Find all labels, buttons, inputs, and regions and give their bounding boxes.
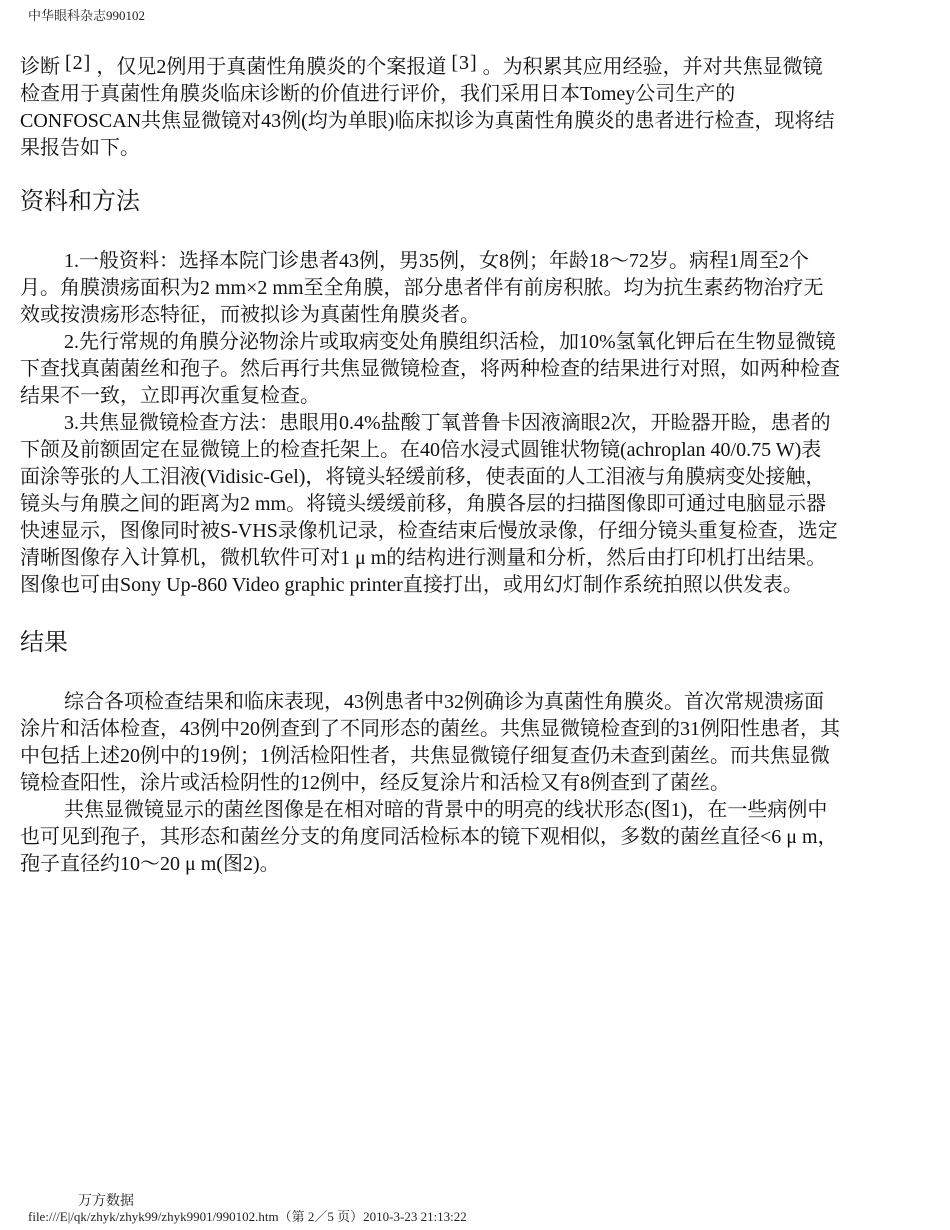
methods-paragraph-1: 1.一般资料：选择本院门诊患者43例，男35例，女8例；年龄18～72岁。病程1周至2个月。角膜溃疡面积为2 mm×2 mm至全角膜，部分患者伴有前房积脓。均为抗生素药物治疗无效或按溃疡形态特征，而被拟诊为真菌性角膜炎者。 — [20, 250, 824, 326]
results-paragraph-2: 共焦显微镜显示的菌丝图像是在相对暗的背景中的明亮的线状形态(图1)，在一些病例中也可见到孢子，其形态和菌丝分支的角度同活检标本的镜下观相似，多数的菌丝直径<6 μ m，孢子直径约10～20 μ m(图2)。 — [20, 799, 838, 875]
intro-text-3: 。为积累其应用经验，并对共焦显微镜检查用于真菌性角膜炎临床诊断的价值进行评价，我们采用日本Tomey公司生产的CONFOSCAN共焦显微镜对43例(均为单眼)临床拟诊为真菌性角膜炎的患者进行检查，现将结果报告如下。 — [20, 56, 835, 159]
citation-3[interactable]: [3] — [451, 52, 478, 74]
methods-paragraph-3: 3.共焦显微镜检查方法：患眼用0.4%盐酸丁氧普鲁卡因液滴眼2次，开睑器开睑，患者的下颌及前额固定在显微镜上的检查托架上。在40倍水浸式圆锥状物镜(achroplan 40/0.75 W)表面涂等张的人工泪液(Vidisic-Gel)，将镜头轻缓前移，使表面的人工泪液与角膜病变处接触，镜头与角膜之间的距离为2 mm。将镜头缓缓前移，角膜各层的扫描图像即可通过电脑显示器快速显示，图像同时被S-VHS录像机记录，检查结束后慢放录像，仔细分镜头重复检查，选定清晰图像存入计算机，微机软件可对1 μ m的结构进行测量和分析，然后由打印机打出结果。图像也可由Sony Up-860 Video graphic printer直接打出，或用幻灯制作系统拍照以供发表。 — [20, 412, 838, 596]
article-body — [20, 50, 840, 878]
methods-heading: 资料和方法 — [20, 189, 140, 215]
journal-header: 中华眼科杂志990102 — [28, 8, 146, 23]
intro-text-2: ，仅见2例用于真菌性角膜炎的个案报道 — [96, 56, 447, 78]
file-path-footer: file:///E|/qk/zhyk/zhyk99/zhyk9901/990102.htm（第 2／5 页）2010-3-23 21:13:22 — [28, 1209, 467, 1224]
wanfang-logo-text: 万方数据 — [78, 1194, 134, 1209]
methods-paragraph-2: 2.先行常规的角膜分泌物涂片或取病变处角膜组织活检，加10%氢氧化钾后在生物显微镜下查找真菌菌丝和孢子。然后再行共焦显微镜检查，将两种检查的结果进行对照，如两种检查结果不一致，立即再次重复检查。 — [20, 331, 840, 407]
citation-2[interactable]: [2] — [65, 52, 92, 74]
intro-text-1: 诊断 — [20, 56, 60, 78]
results-heading: 结果 — [20, 630, 68, 656]
intro-paragraph — [20, 50, 840, 162]
results-paragraph-1: 综合各项检查结果和临床表现，43例患者中32例确诊为真菌性角膜炎。首次常规溃疡面涂片和活体检查，43例中20例查到了不同形态的菌丝。共焦显微镜检查到的31例阳性患者，其中包括上述20例中的19例；1例活检阳性者，共焦显微镜仔细复查仍未查到菌丝。而共焦显微镜检查阳性，涂片或活检阴性的12例中，经反复涂片和活检又有8例查到了菌丝。 — [20, 691, 840, 794]
